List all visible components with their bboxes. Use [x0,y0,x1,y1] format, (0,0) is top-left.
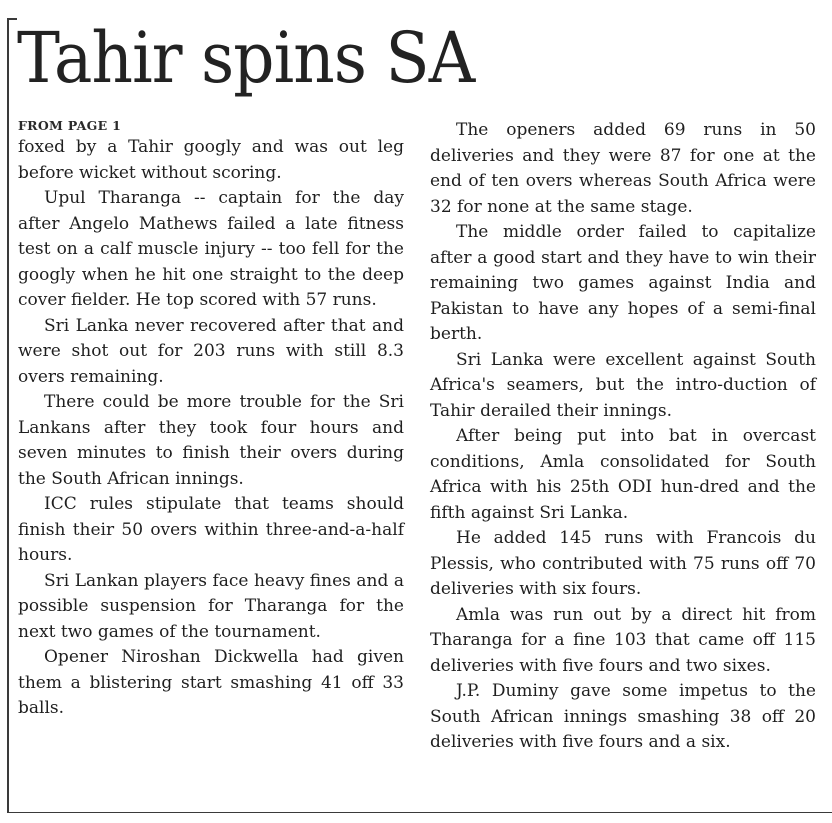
paragraph: ICC rules stipulate that teams should finish their 50 overs within three-and-a-half hours. [18,494,404,565]
paragraph: foxed by a Tahir googly and was out leg before wicket without scoring. [18,137,404,183]
paragraph: Amla was run out by a direct hit from Tharanga for a fine 103 that came off 115 deliveries with five fours and two sixes. [430,604,816,676]
paragraph: Opener Niroshan Dickwella had given them a blistering start smashing 41 off 33 balls. [18,647,404,718]
paragraph: He added 145 runs with Francois du Plessis, who contributed with 75 runs off 70 deliveries with six fours. [430,528,816,599]
paragraph: The openers added 69 runs in 50 deliveries and they were 87 for one at the end of ten overs whereas South Africa were 32 for none at the same stage. [430,120,816,217]
paragraph: After being put into bat in overcast conditions, Amla consolidated for South Africa with his 25th ODI hun-dred and the fifth against Sri Lanka. [430,426,816,523]
paragraph: Sri Lankan players face heavy fines and a possible suspension for Tharanga for the next two games of the tournament. [18,570,404,642]
paragraph: Sri Lanka never recovered after that and were shot out for 203 runs with still 8.3 overs remaining. [18,315,404,387]
article-frame-left-rule [7,18,9,813]
paragraph: There could be more trouble for the Sri Lankans after they took four hours and seven minutes to finish their overs during the South African innings. [18,392,404,489]
article-column-left [18,118,404,722]
continued-from-kicker: FROM PAGE 1 [18,118,122,133]
article-frame-top-rule [7,18,17,20]
article-frame-bottom-rule [7,812,832,813]
paragraph: The middle order failed to capitalize after a good start and they have to win their remaining two games against India and Pakistan to have any hopes of a semi-final berth. [430,222,816,344]
article-column-right [430,118,816,756]
paragraph: Upul Tharanga -- captain for the day after Angelo Mathews failed a late fitness test on a calf muscle injury -- too fell for the googly when he hit one straight to the deep cover fielder. He top scored with 57 runs. [18,188,404,310]
paragraph: Sri Lanka were excellent against South Africa's seamers, but the intro-duction of Tahir derailed their innings. [430,349,816,421]
paragraph: J.P. Duminy gave some impetus to the South African innings smashing 38 off 20 deliveries with five fours and a six. [430,681,816,752]
headline: Tahir spins SA [17,17,475,99]
